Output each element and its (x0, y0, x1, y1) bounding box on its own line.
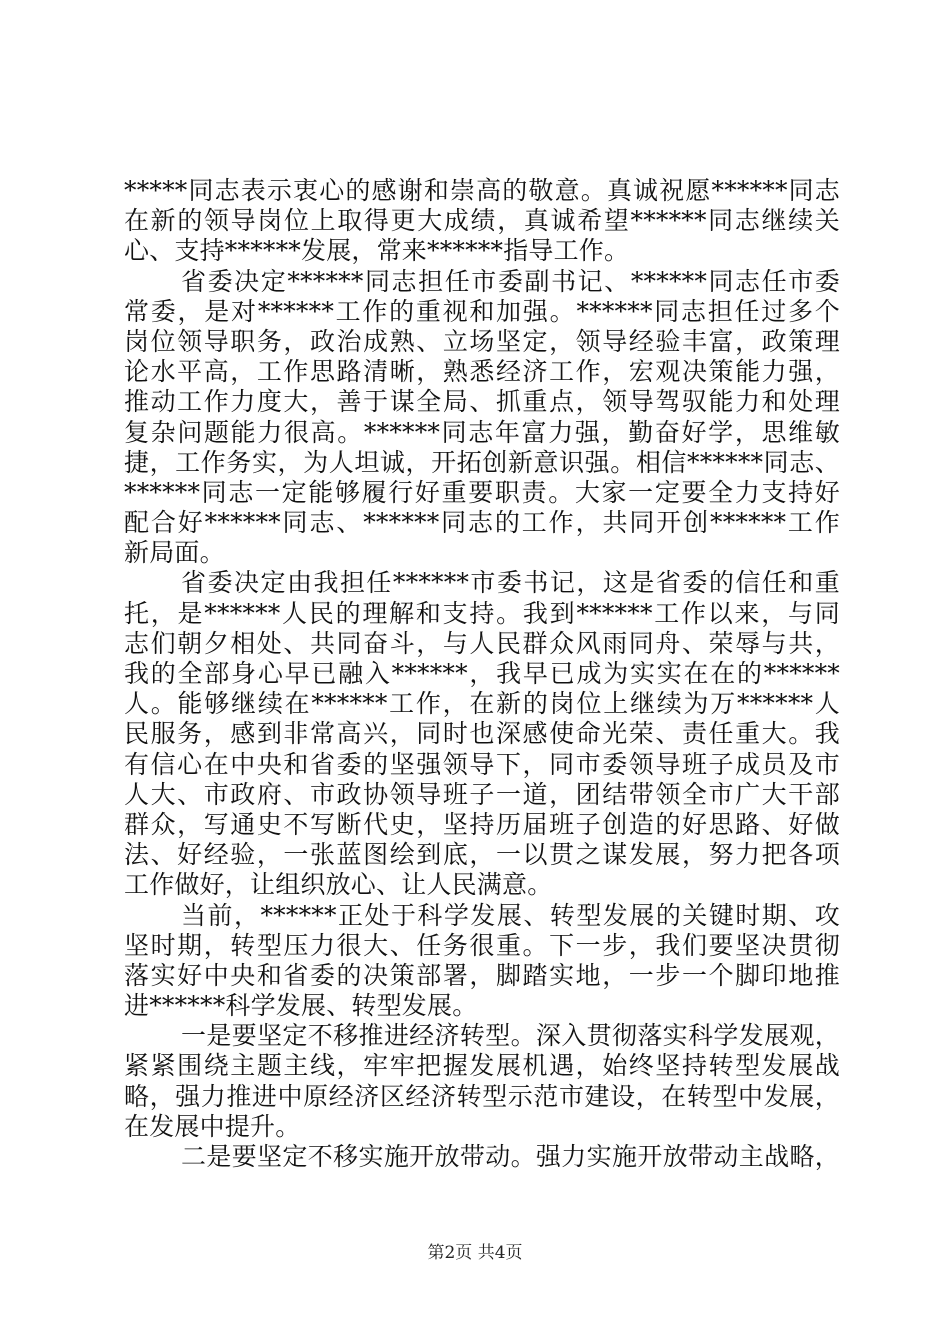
text-line: 常委，是对******工作的重视和加强。******同志担任过多个 (124, 296, 840, 326)
text-line: 有信心在中央和省委的坚强领导下，同市委领导班子成员及市 (124, 749, 840, 779)
paragraph (124, 176, 840, 267)
text-line: 捷，工作务实，为人坦诚，开拓创新意识强。相信******同志、 (124, 447, 840, 477)
text-line: 坚时期，转型压力很大、任务很重。下一步，我们要坚决贯彻 (124, 930, 840, 960)
text-line: 心、支持******发展，常来******指导工作。 (124, 236, 630, 266)
text-line: 一是要坚定不移推进经济转型。深入贯彻落实科学发展观， (181, 1021, 840, 1051)
text-line: 略，强力推进中原经济区经济转型示范市建设，在转型中发展， (124, 1081, 840, 1111)
text-line: 托，是******人民的理解和支持。我到******工作以来，与同 (124, 598, 840, 628)
text-line: 民服务，感到非常高兴，同时也深感使命光荣、责任重大。我 (124, 719, 840, 749)
paragraph (124, 1142, 840, 1172)
paragraph (124, 267, 840, 569)
text-line: 配合好******同志、******同志的工作，共同开创******工作 (124, 508, 840, 538)
text-line: 落实好中央和省委的决策部署，脚踏实地，一步一个脚印地推 (124, 960, 840, 990)
text-line: 推动工作力度大，善于谋全局、抓重点，领导驾驭能力和处理 (124, 387, 840, 417)
text-line: 法、好经验，一张蓝图绘到底，一以贯之谋发展，努力把各项 (124, 840, 840, 870)
text-line: 岗位领导职务，政治成熟、立场坚定，领导经验丰富，政策理 (124, 326, 840, 356)
text-line: 省委决定******同志担任市委副书记、******同志任市委 (181, 266, 840, 296)
paragraph (124, 568, 840, 900)
paragraph (124, 1021, 840, 1142)
text-line: 复杂问题能力很高。******同志年富力强，勤奋好学，思维敏 (124, 417, 840, 447)
text-line: 在发展中提升。 (124, 1111, 301, 1141)
text-line: 当前，******正处于科学发展、转型发展的关键时期、攻 (181, 900, 840, 930)
text-line: 二是要坚定不移实施开放带动。强力实施开放带动主战略， (181, 1142, 840, 1171)
text-line: 紧紧围绕主题主线，牢牢把握发展机遇，始终坚持转型发展战 (124, 1051, 840, 1081)
body-text (124, 176, 840, 1172)
text-line: 志们朝夕相处、共同奋斗，与人民群众风雨同舟、荣辱与共， (124, 628, 840, 658)
text-line: 进******科学发展、转型发展。 (124, 991, 478, 1021)
paragraph (124, 901, 840, 1022)
text-line: 在新的领导岗位上取得更大成绩，真诚希望******同志继续关 (124, 206, 840, 236)
text-line: *****同志表示衷心的感谢和崇高的敬意。真诚祝愿******同志 (124, 176, 840, 205)
text-line: ******同志一定能够履行好重要职责。大家一定要全力支持好 (124, 477, 840, 507)
page-footer: 第2页 共4页 (427, 1243, 523, 1263)
text-line: 工作做好，让组织放心、让人民满意。 (124, 870, 553, 900)
text-line: 群众，写通史不写断代史，坚持历届班子创造的好思路、好做 (124, 809, 840, 839)
text-line: 论水平高，工作思路清晰，熟悉经济工作，宏观决策能力强， (124, 357, 840, 387)
text-line: 新局面。 (124, 538, 225, 568)
text-line: 人大、市政府、市政协领导班子一道，团结带领全市广大干部 (124, 779, 840, 809)
text-line: 省委决定由我担任******市委书记，这是省委的信任和重 (181, 568, 840, 598)
text-line: 我的全部身心早已融入******，我早已成为实实在在的****** (124, 659, 840, 688)
text-line: 人。能够继续在******工作，在新的岗位上继续为万******人 (124, 689, 840, 719)
